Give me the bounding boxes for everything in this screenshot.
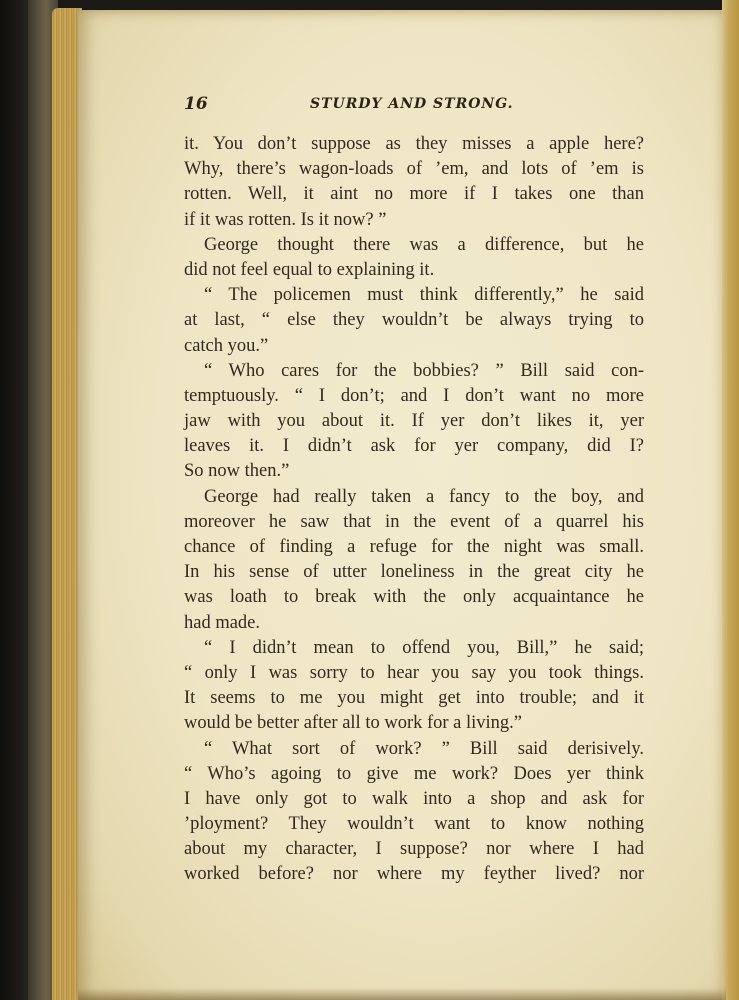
text-line: about my character, I suppose? nor where I had bbox=[184, 839, 644, 860]
text-line: “ Who cares for the bobbies? ” Bill said con- bbox=[204, 360, 644, 381]
text-line: It seems to me you might get into trouble; and it bbox=[184, 688, 644, 709]
page-number: 16 bbox=[184, 94, 208, 114]
text-line: worked before? nor where my feyther lived? nor bbox=[184, 864, 644, 885]
text-line: “ Who’s agoing to give me work? Does yer think bbox=[184, 763, 644, 784]
text-line: had made. bbox=[184, 612, 261, 633]
text-line: jaw with you about it. If yer don’t likes it, yer bbox=[184, 411, 644, 432]
text-line: leaves it. I didn’t ask for yer company, did I? bbox=[184, 436, 644, 457]
text-line: George thought there was a difference, but he bbox=[204, 234, 644, 255]
text-line: would be better after all to work for a living.” bbox=[184, 713, 523, 734]
page-right-edge bbox=[722, 0, 739, 1000]
text-line: I have only got to walk into a shop and ask for bbox=[184, 788, 644, 809]
text-line: “ I didn’t mean to offend you, Bill,” he said; bbox=[204, 637, 644, 658]
text-line: it. You don’t suppose as they misses a apple here? bbox=[184, 134, 644, 154]
text-line: if it was rotten. Is it now? ” bbox=[184, 209, 387, 230]
text-line: “ What sort of work? ” Bill said derisively. bbox=[204, 738, 644, 759]
text-line: did not feel equal to explaining it. bbox=[184, 259, 435, 280]
page-bottom-shadow bbox=[78, 988, 726, 1000]
text-line: “ only I was sorry to hear you say you took things. bbox=[184, 662, 644, 683]
body-text bbox=[184, 132, 644, 888]
text-line: temptuously. “ I don’t; and I don’t want no more bbox=[184, 385, 644, 406]
text-line: catch you.” bbox=[184, 335, 269, 356]
text-line: chance of finding a refuge for the night was small. bbox=[184, 537, 644, 557]
running-title: STURDY AND STRONG. bbox=[310, 96, 514, 112]
text-line: “ The policemen must think differently,” he said bbox=[204, 285, 644, 306]
text-line: rotten. Well, it aint no more if I takes one than bbox=[184, 184, 644, 205]
text-line: at last, “ else they wouldn’t be always trying to bbox=[184, 310, 644, 331]
text-line: So now then.” bbox=[184, 461, 290, 482]
text-line: George had really taken a fancy to the boy, and bbox=[204, 486, 644, 507]
text-line: In his sense of utter loneliness in the great city he bbox=[184, 562, 644, 583]
text-line: moreover he saw that in the event of a quarrel his bbox=[184, 511, 644, 532]
text-line: Why, there’s wagon-loads of ’em, and lots of ’em is bbox=[184, 159, 644, 180]
text-line: ’ployment? They wouldn’t want to know nothing bbox=[184, 814, 644, 835]
text-line: was loath to break with the only acquaintance he bbox=[184, 587, 644, 608]
running-head bbox=[184, 94, 644, 120]
